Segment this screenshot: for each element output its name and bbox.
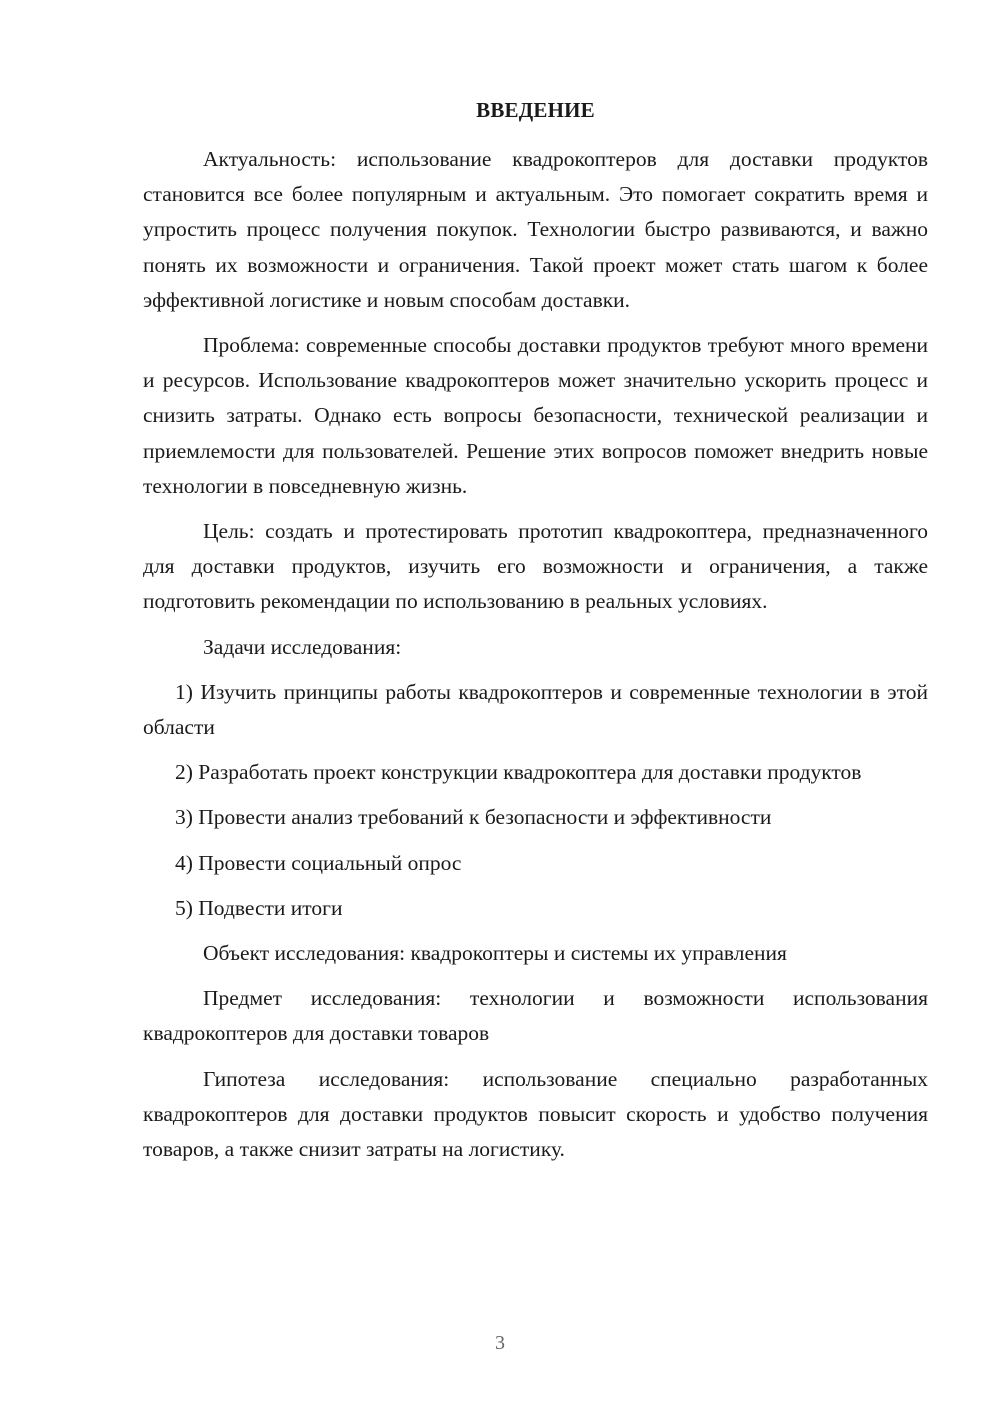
task-item-5: 5) Подвести итоги [175,895,343,920]
document-title: ВВЕДЕНИЕ [476,98,595,122]
task-item-1: 1) Изучить принципы работы квадрокоптеров и современные технологии в этой области [143,679,928,740]
task-item-4: 4) Провести социальный опрос [175,850,462,875]
task-item-3: 3) Провести анализ требований к безопасности и эффективности [175,805,772,830]
paragraph-hypothesis: Гипотеза исследования: использование специально разработанных квадрокоптеров для доставки продуктов повысит скорость и удобство получения товаров, а также снизит затраты на логистику. [143,1066,928,1162]
paragraph-goal: Цель: создать и протестировать прототип квадрокоптера, предназначенного для доставки продуктов, изучить его возможности и ограничения, а также подготовить рекомендации по использованию в реальных условиях. [143,519,928,614]
paragraph-subject: Предмет исследования: технологии и возможности использования квадрокоптеров для доставки товаров [143,986,928,1046]
paragraph-relevance: Актуальность: использование квадрокоптеров для доставки продуктов становится все более популярным и актуальным. Это помогает сократить время и упростить процесс получения покупок. Технологии быстро развиваются, и важно понять их возможности и ограничения. Такой проект может стать шагом к более эффективной логистике и новым способам доставки. [143,147,928,312]
document-page [143,88,928,1177]
page-number: 3 [495,1332,505,1354]
task-item-2: 2) Разработать проект конструкции квадрокоптера для доставки продуктов [175,760,862,785]
paragraph-problem: Проблема: современные способы доставки продуктов требуют много времени и ресурсов. Использование квадрокоптеров может значительно ускорить процесс и снизить затраты. Однако есть вопросы безопасности, технической реализации и приемлемости для пользователей. Решение этих вопросов поможет внедрить новые технологии в повседневную жизнь. [143,333,928,498]
paragraph-object: Объект исследования: квадрокоптеры и системы их управления [203,941,787,966]
tasks-heading: Задачи исследования: [203,634,402,659]
